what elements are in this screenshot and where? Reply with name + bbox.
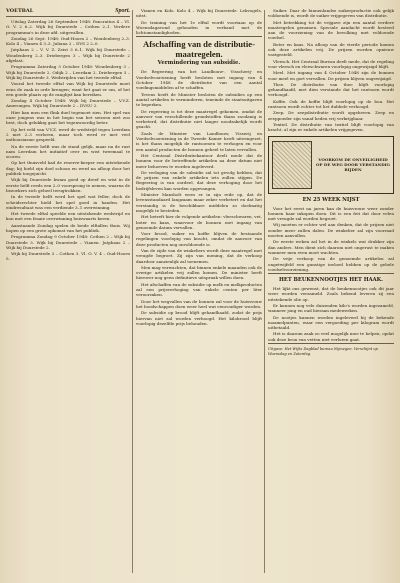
paragraph: Op het thuisveld had de reserve-keeper een uitstekende dag; hij hield zijn doel schoon en werd na afloop door het publiek toegejuicht. <box>6 160 130 177</box>
continued-text <box>268 8 394 133</box>
paragraph: Wijk bij Duurstede kwam goed op dreef en wist in de eerste helft reeds een 2–0 voorsprong te nemen, waarna de bezoekers zich geheel terugtrokken. <box>6 177 130 193</box>
ad-text: VOORKOM DE ONVEILIGHEID OP DE WEG DOOR VERSTANDIG RIJDEN <box>316 157 390 173</box>
paragraph: Het lijkt ons gewenst, dat de beukennootjes ook dit jaar weer worden verzameld. Zoals bekend leveren zij een uitstekende olie op. <box>268 286 394 302</box>
publisher-credit: Uitgave: Het Wijks Dagblad bureau Nijmegen. Verschijnt op Woensdag en Zaterdag. <box>268 347 378 356</box>
paragraph: Boter en kaas. Na afloop van de vierde periode komen ook deze artikelen vrij. De prijzen worden opnieuw vastgesteld. <box>268 41 394 58</box>
advertisement-box <box>268 136 394 194</box>
ad-illustration-icon <box>272 141 312 189</box>
paragraph: De Regeering van het Landbouw-, Visscherij- en Voedselvoorziening heeft besloten met ingang van 4 October 1948 de distributie van een aantal voedingsmiddelen af te schaffen. <box>136 69 262 91</box>
paragraph: Het is daarom zaak zo veel mogelijk mee te helpen, opdat ook deze bron van vetten niet verloren gaat. <box>268 331 394 342</box>
section-heading-lower: HET BEUKENNOOTJES HET HAAK. <box>279 277 383 284</box>
paragraph: De regeering is tot deze maatregel gekomen, omdat de aanvoer van verschillende grondstoffen thans zoodanig is verbeterd, dat distributie niet langer noodzakelijk wordt geacht. <box>136 108 262 130</box>
paragraph: Zoals de Minister van Landbouw, Visserij en Voedselvoorziening in de Tweede Kamer heeft uiteengezet, is het thans mogelijk de rantsoenen te verhogen en voor een aantal producten de bonnen geheel te laten vervallen. <box>136 130 262 152</box>
paragraph: Zondag 4 October 1948: Wijk bij Duurstede – V.V.Z. Amerongen. Wijk bij Duurstede 2 – DVSU 2. <box>6 98 130 109</box>
paragraph: Aanstaande Zondag spelen de beide elftallen thuis. Wij hopen op een grote opkomst van het publiek. <box>6 222 130 233</box>
paragraph: Uitslag Zaterdag 26 September 1948: Pancratius 4 – Vl. O. V. 2 6–2. Wijk bij Duurstede – Cothen 2–1. Verdere programma's in deze afd. uitgevallen. <box>6 19 130 35</box>
paragraph: Voor het eerst na jaren kan de huisvrouw weer zonder bonnen haar inkopen doen. Dit is een feit dat door velen met vreugde zal worden begroet. <box>268 205 394 222</box>
paragraph: Textiel. De distributie van textiel blijft voorlopig van kracht, al zijn er enkele artikelen vrijgegeven. <box>268 121 394 133</box>
article-headline: Afschaffing van de distributie-maatregelen. <box>143 39 255 60</box>
paragraph: Vianen en Kolo. Kolo 4 – Wijk bij Duurstede. Lekvogels, uitst. <box>136 8 262 19</box>
article-subhead: Vermindering van subsidie. <box>157 60 241 67</box>
paragraph: De training van het 1e elftal wordt voortaan op de Woensdagavond gehouden in verband met de lichtomstandigheden. <box>136 19 262 36</box>
paragraph: Zondag 26 Sept. 1948: Oud-Hoorn 2 – Woudenberg 2–3. Kolo 4 – Vianen 4 3–3. Juliana 2 – DVS 2 2–0. <box>6 35 130 47</box>
paragraph: Wijk bij Duurstede 3 – Cothen 3. Vl. O. V. 4 – Oud-Hoorn 5. <box>6 251 130 262</box>
paragraph: De vrije verkoop van de genoemde artikelen zal ongetwijfeld een gunstige invloed hebben op de gehele voedselvoorziening. <box>268 256 394 272</box>
paragraph: De nootjes kunnen worden ingeleverd bij de bekende inzamelpunten, waar een vergoeding per kilogram wordt uitbetaald. <box>268 314 394 331</box>
paragraph: Wij moeten er echter wel aan denken, dat de prijzen niet zonder meer zullen dalen. De winkelier zal zijn voorraad moeten aanvullen. <box>268 222 394 239</box>
paragraph: Vleesch. Het Centraal Bureau deelt mede, dat de regeling voor vleesch en vleeschwaren voorlopig ongewijzigd blijft. <box>268 58 394 69</box>
paragraph: De verlaging van de subsidie zal tot gevolg hebben, dat de prijzen van enkele artikelen iets zullen stijgen. De Regeering is van oordeel, dat deze verhoging door het bedrijfsleven kan worden opgevangen. <box>136 169 262 191</box>
paragraph: Hier kan men een flink duel tegemoet zien. Het spel van onze jongens was in het begin van het seizoen niet zoo best, doch gelukkig gaat het tegenwoordig beter. <box>6 109 130 126</box>
paragraph: Zeep. De zeepdistributie wordt opgeheven. Zeep en zeeppoeder zijn vanaf heden vrij verkrijgbaar. <box>268 110 394 121</box>
divider <box>6 16 130 17</box>
paragraph: Programma Zaterdag 3 October 1948: Woudenberg 3 – Wijk bij Duurstede 2. Odijk 2 – Leerdam 2. Driebergen 3 – Wijk bij Duurstede 3. Wedstrijden van het tweede elftal. <box>6 64 130 80</box>
section-body <box>268 206 394 273</box>
column-rule <box>264 10 265 573</box>
paragraph: Het afschaffen van de subsidie op melk en melkproducten zal een prijsverhoging van enkele centen per liter veroorzaken. <box>136 281 262 298</box>
paragraph: De subsidie op brood blijft gehandhaafd, zodat de prijs hiervan niet zal worden verhoogd. Het kilobrood blijft voorlopig dezelfde prijs behouden. <box>136 310 262 326</box>
paragraph: Jutphaas 2 – V. V. Z. Zeist 3 6–1. Wijk bij Duurstede – Woudenberg 2–3. Driebergen 3 – Wijk bij Duurstede 2 afgelast. <box>6 47 130 64</box>
section-heading: EN 25 WEEK NIJST <box>302 196 360 203</box>
paragraph: Voor brood, suiker en koffie blijven de bestaande regelingen voorlopig van kracht, omdat de aanvoer van deze producten nog onvoldoende is. <box>136 231 262 247</box>
column-top-text <box>136 8 262 35</box>
paragraph: Men mag verwachten, dat binnen enkele maanden ook de overige artikelen vrij zullen komen. De minister heeft hierover nog geen definitieve uitspraak willen doen. <box>136 264 262 281</box>
paragraph: Door het wegvallen van de bonnen zal voor de huisvrouw het boodschappen doen weer heel wat eenvoudiger worden. <box>136 298 262 309</box>
section-title: Sport. <box>115 8 130 14</box>
section-label: VOETBAL <box>6 8 34 14</box>
divider <box>268 343 394 344</box>
column-sport <box>6 8 130 575</box>
paragraph: De eerste weken zal het in de winkels wat drukker zijn dan anders. Men dient zich daarom niet ongerust te maken wanneer men even moet wachten. <box>268 239 394 255</box>
sport-body <box>6 19 130 262</box>
paragraph: Thee. De distributie van thee blijft voorlopig gehandhaafd, met dien verstande dat het rantsoen wordt verhoogd. <box>268 81 394 98</box>
article-body <box>136 69 262 326</box>
paragraph: Koffie. Ook de koffie blijft voorlopig op de bon. Het rantsoen wordt echter tot het dubbele verhoogd. <box>268 98 394 110</box>
paragraph: Na de eerste helft was de stand gelijk, maar na de rust nam Leerdam het initiatief over en wist tweemaal te scoren. <box>6 143 130 160</box>
paragraph: In de tweede helft werd het spel wat feller, doch de scheidsrechter hield het spel goed in handen. Het eindresultaat was een verdiende 3–1 overwinning. <box>6 194 130 210</box>
section-body-lower <box>268 286 394 342</box>
paragraph: Minister Mansholt wees er in zijn rede op, dat de levensstandaard langzaam maar zeker verbetert en dat het verstandig is de beschikbare middelen zo doelmatig mogelijk te besteden. <box>136 192 262 213</box>
column-continued <box>268 8 394 575</box>
paragraph: Suiker. Daar de binnenlandse suikerproductie ook gelijk voldoende is, wordt de suiker vrijgegeven van distributie. <box>268 8 394 19</box>
paragraph: Er kunnen nog vele duizenden kilo's worden ingezameld, wanneer jong en oud hieraan medewerken. <box>268 302 394 314</box>
paragraph: Tevens heeft de Minister besloten de subsidies op een aantal artikelen te verminderen, teneinde de staatsuitgaven te beperken. <box>136 91 262 108</box>
divider <box>268 273 394 274</box>
paragraph: Het betreft hier de volgende artikelen: vleeschwaren, vet, boter en kaas, waarvoor de bonnen met ingang van genoemde datum vervallen. <box>136 214 262 230</box>
paragraph: Programma Zondag 9 October 1948: Cothen 2 – Wijk bij Duurstede 3. Wijk bij Duurstede – Vianen. Jutphaas 2 – Wijk bij Duurstede 2. <box>6 234 130 250</box>
paragraph: Meel. Met ingang van 4 October 1948 zijn de bonnen voor meel en gort vervallen. De prijzen blijven ongewijzigd. <box>268 70 394 81</box>
divider <box>136 36 262 37</box>
paragraph: Op het veld van V.V.Z. werd de wedstrijd tegen Leerdam 2 met 2–3 verloren, maar toch werd er met veel enthousiasme gespeeld. <box>6 126 130 143</box>
column-distribution <box>136 8 262 575</box>
sport-header <box>6 8 130 15</box>
paragraph: Met betrekking tot de vrijgave zijn een aantal verdere maatregelen genomen. Speciale aandacht wordt besteed aan de voorziening van de bevolking met voldoende voedsel. <box>268 19 394 41</box>
column-rule <box>132 10 133 573</box>
paragraph: Het tweede elftal speelde een uitstekende wedstrijd en kon met een fraaie overwinning huiswaarts keren. <box>6 211 130 222</box>
paragraph: Vooral het tweede elftal van Wijk bij Duurstede moet eens de zaak in orde brengen; want het gaat er om, of het een goede plaats op de ranglijst kan bereiken. <box>6 81 130 97</box>
paragraph: Van de zijde van de winkeliers wordt deze maatregel met vreugde begroet. Zij zijn van mening, dat de verkoop daardoor aanzienlijk zal toenemen. <box>136 247 262 264</box>
paragraph: Het Centraal Distributiekantoor deelt mede dat de bonnen voor de betreffende artikelen na deze datum niet meer behoeven te worden ingeleverd. <box>136 152 262 169</box>
